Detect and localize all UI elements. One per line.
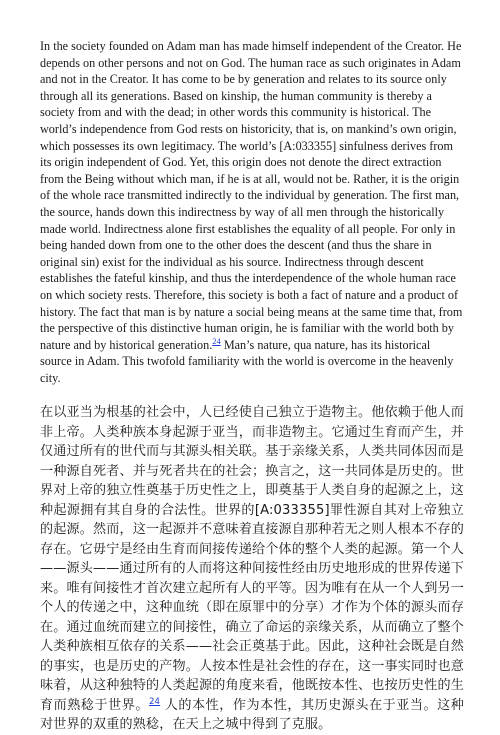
chinese-text-before-footnote: 在以亚当为根基的社会中，人已经使自己独立于造物主。他依赖于他人而非上帝。人类种族本身起源于亚当，而非造物主。它通过生育而产生，并仅通过所有的世代而与其源头相关联。基于亲缘关系，人类共同体因而是一种源自死者、并与死者共在的社会；换言之，这一共同体是历史的。世界对上帝的独立性奠基于历史性之上，即奠基于人类自身的起源之上，这种起源拥有其自身的合法性。世界的[A:033355]罪性源自其对上帝独立的起源。然而，这一起源并不意味着直接源自那种若无之则人根本不存的存在。它毋宁是经由生育而间接传递给个体的整个人类的起源。第一个人——源头——通过所有的人而将这种间接性经由历史地形成的世界传递下来。唯有间接性才首次建立起所有人的平等。因为唯有在从一个人到另一个人的传递之中，这种血统（即在原罪中的分享）才作为个体的源头而存在。通过血统而建立的间接性，确立了命运的亲缘关系，从而确立了整个人类种族相互依存的关系——社会正奠基于此。因此，这种社会既是自然的事实，也是历史的产物。人按本性是社会性的存在，这一事实同时也意味着，从这种独特的人类起源的角度来看，他既按本性、也按历史性的生育而熟稔于世界。 <box>40 405 464 713</box>
footnote-link-zh[interactable]: 24 <box>148 696 161 707</box>
document-page <box>40 38 464 735</box>
footnote-marker-en[interactable] <box>212 336 221 346</box>
english-text-before-footnote: In the society founded on Adam man has made himself independent of the Creator. He depends on other persons and not on God. The human race as such originates in Adam and not in the Creator. It has come to be by generation and relates to its source only through all its generations. Based on kinship, the human community is thereby a society from and with the dead; in other words this community is historical. The world’s independence from God rests on historicity, that is, on mankind’s own origin, which possesses its own legitimacy. The world’s [A:033355] sinfulness derives from its origin independent of God. Yet, this origin does not denote the direct extraction from the Being without which man, if he is at all, would not be. Rather, it is the origin of the whole race transmitted indirectly to the individual by generation. The first man, the source, hands down this indirectness by way of all men through the historically made world. Indirectness alone first establishes the equality of all people. For only in being handed down from one to the other does the descent (and thus the share in original sin) exist for the individual as his source. Indirectness through descent establishes the fateful kinship, and thus the interdependence of the whole human race on which society rests. Therefore, this society is both a fact of nature and a product of history. The fact that man is by nature a social being means at the same time that, from the perspective of this distinctive human origin, he is familiar with the world both by nature and by historical generation. <box>40 39 463 352</box>
chinese-text-after-footnote: 人的本性，作为本性，其历史源头在于亚当。这种对世界的双重的熟稔，在天上之城中得到了克服。 <box>40 697 464 733</box>
footnote-link-en[interactable]: 24 <box>212 335 221 346</box>
chinese-paragraph <box>40 403 464 735</box>
footnote-marker-zh[interactable] <box>149 697 160 707</box>
english-text-after-footnote: Man’s nature, qua nature, has its historical source in Adam. This twofold familiarity with the world is overcome in the heavenly city. <box>40 337 454 385</box>
english-paragraph <box>40 38 464 386</box>
